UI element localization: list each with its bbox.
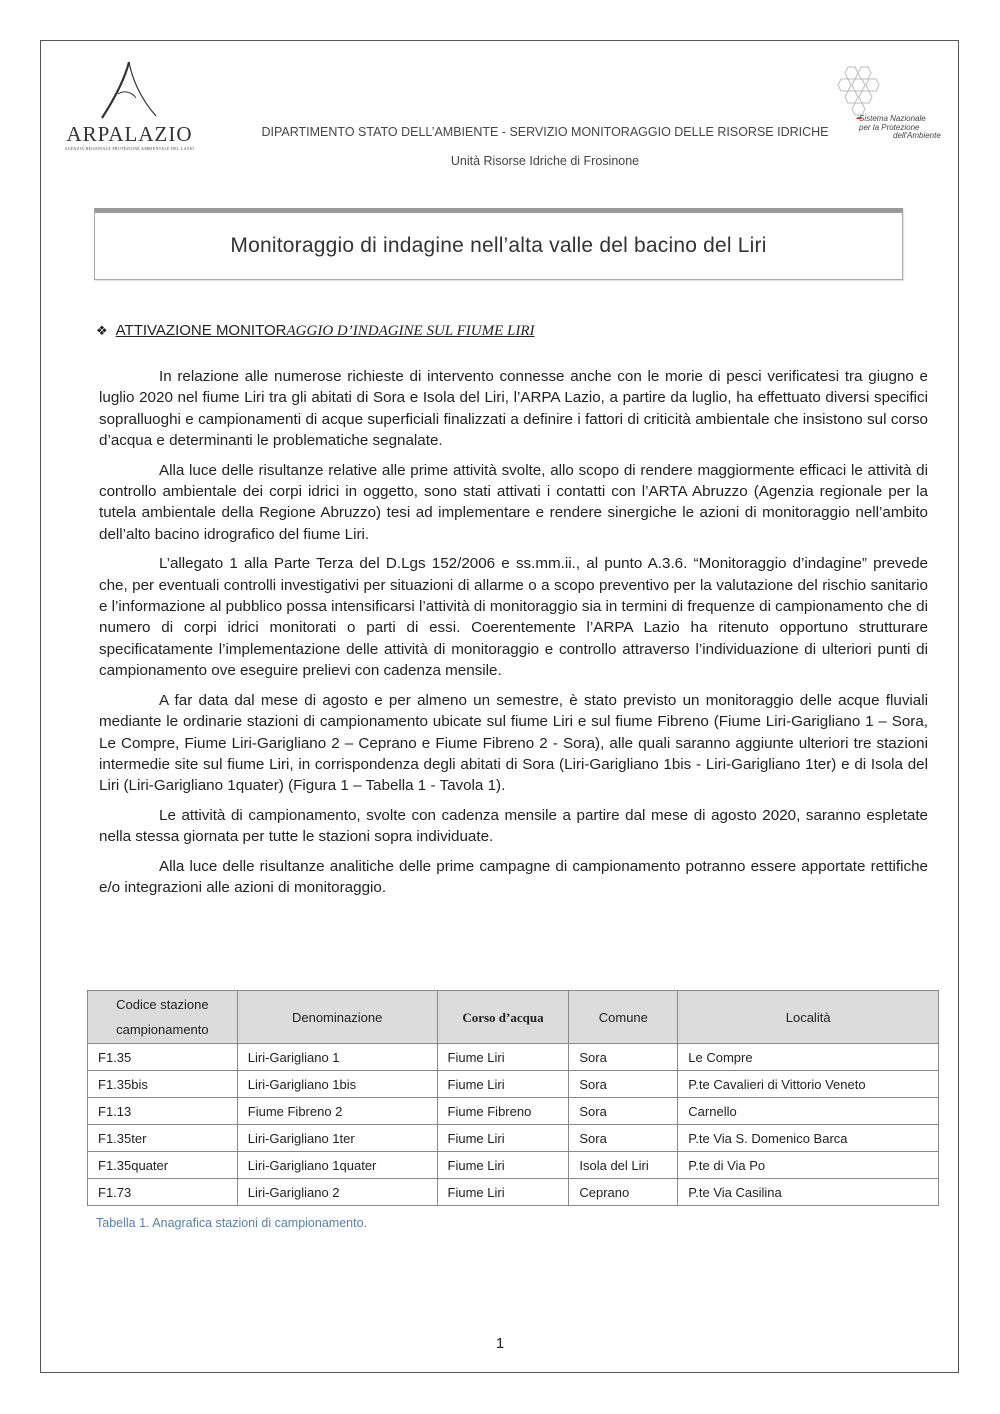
- section-heading-part2: AGGIO D’INDAGINE SUL FIUME LIRI: [286, 323, 535, 339]
- cell-codice: F1.35ter: [88, 1125, 238, 1152]
- arpa-a-mark-icon: [62, 60, 197, 122]
- header-localita: Località: [678, 991, 939, 1044]
- table-caption: Tabella 1. Anagrafica stazioni di campionamento.: [96, 1216, 367, 1230]
- paragraph: Le attività di campionamento, svolte con cadenza mensile a partire dal mese di agosto 2020, saranno espletate nella stessa giornata per tutte le stazioni sopra individuate.: [99, 806, 928, 846]
- snpa-line1: Sistema Nazionale: [859, 114, 926, 123]
- cell-codice: F1.35quater: [88, 1152, 238, 1179]
- table-row: [88, 1044, 939, 1071]
- paragraph: A far data dal mese di agosto e per almeno un semestre, è stato previsto un monitoraggio delle acque fluviali mediante le ordinarie stazioni di campionamento ubicate sul fiume Liri e sul fiume Fibreno (Fiume Liri-Garigliano 1 – Sora, Le Compre, Fiume Liri-Garigliano 2 – Ceprano e Fiume Fibreno 2 - Sora), alle quali saranno aggiunte ulteriori tre stazioni intermedie site sul fiume Liri, in corrispondenza degli abitati di Sora (Liri-Garigliano 1bis - Liri-Garigliano 1ter) e di Isola del Liri (Liri-Garigliano 1quater) (Figura 1 – Tabella 1 - Tavola 1).: [99, 691, 928, 795]
- header-corso-acqua: Corso d’acqua: [437, 991, 569, 1044]
- table-row: [88, 1098, 939, 1125]
- cell-denominazione: Liri-Garigliano 2: [237, 1179, 437, 1206]
- hexagon-network-icon: [833, 64, 893, 119]
- table-header-row: [88, 991, 939, 1044]
- cell-codice: F1.73: [88, 1179, 238, 1206]
- header-comune: Comune: [569, 991, 678, 1044]
- header-denominazione: Denominazione: [237, 991, 437, 1044]
- snpa-line3: dell'Ambiente: [893, 131, 941, 140]
- cell-corso-acqua: Fiume Liri: [437, 1044, 569, 1071]
- title-box: [94, 208, 903, 280]
- cell-denominazione: Fiume Fibreno 2: [237, 1098, 437, 1125]
- page-title: Monitoraggio di indagine nell’alta valle del bacino del Liri: [230, 234, 767, 257]
- cell-denominazione: Liri-Garigliano 1ter: [237, 1125, 437, 1152]
- paragraph: Alla luce delle risultanze analitiche delle prime campagne di campionamento potranno essere apportate rettifiche e/o integrazioni alle azioni di monitoraggio.: [99, 857, 928, 896]
- logo-subtitle: AGENZIA REGIONALE PROTEZIONE AMBIENTALE DEL LAZIO: [64, 146, 195, 151]
- cell-comune: Isola del Liri: [569, 1152, 678, 1179]
- header-codice: Codice stazione campionamento: [88, 991, 238, 1044]
- table-row: [88, 1125, 939, 1152]
- diamond-bullet-icon: ❖: [96, 323, 108, 338]
- cell-comune: Sora: [569, 1044, 678, 1071]
- logo-brand-text: ARPALAZIO: [66, 122, 193, 146]
- cell-comune: Sora: [569, 1098, 678, 1125]
- cell-corso-acqua: Fiume Liri: [437, 1152, 569, 1179]
- arpalazio-logo: [62, 60, 197, 150]
- unit-header: Unità Risorse Idriche di Frosinone: [450, 154, 640, 168]
- section-heading: [96, 322, 535, 340]
- cell-comune: Sora: [569, 1125, 678, 1152]
- cell-localita: P.te Via S. Domenico Barca: [678, 1125, 939, 1152]
- department-header: DIPARTIMENTO STATO DELL’AMBIENTE - SERVIZIO MONITORAGGIO DELLE RISORSE IDRICHE: [261, 125, 829, 139]
- cell-codice: F1.13: [88, 1098, 238, 1125]
- cell-corso-acqua: Fiume Fibreno: [437, 1098, 569, 1125]
- cell-codice: F1.35: [88, 1044, 238, 1071]
- table-row: [88, 1179, 939, 1206]
- paragraph: L’allegato 1 alla Parte Terza del D.Lgs 152/2006 e ss.mm.ii., al punto A.3.6. “Monitoraggio d’indagine” prevede che, per eventuali controlli investigativi per situazioni di allarme o a scopo preventivo per la valutazione del rischio sanitario e l’informazione al pubblico possa intensificarsi l’attività di monitoraggio sia in termini di frequenze di campionamento che di numero di corpi idrici monitorati o parti di essi. Coerentemente l’ARPA Lazio ha ritenuto opportuno strutturare specificatamente l’implementazione delle attività di monitoraggio e controllo attraverso l’individuazione di ulteriori punti di campionamento ove eseguire prelievi con cadenza mensile.: [99, 555, 928, 680]
- body-text: [99, 366, 928, 906]
- page-number: 1: [495, 1335, 505, 1352]
- cell-comune: Sora: [569, 1071, 678, 1098]
- snpa-line2: per la Protezione: [859, 123, 920, 132]
- paragraph: Alla luce delle risultanze relative alle prime attività svolte, allo scopo di rendere maggiormente efficaci le attività di controllo ambientale dei corpi idrici in oggetto, sono stati attivati i contatti con l’ARTA Abruzzo (Agenzia regionale per la tutela ambientale della Regione Abruzzo) tesi ad implementare e rendere sinergiche le azioni di monitoraggio nell’ambito dell’alto bacino idrografico del fiume Liri.: [99, 461, 928, 543]
- cell-corso-acqua: Fiume Liri: [437, 1125, 569, 1152]
- cell-denominazione: Liri-Garigliano 1bis: [237, 1071, 437, 1098]
- cell-denominazione: Liri-Garigliano 1: [237, 1044, 437, 1071]
- cell-codice: F1.35bis: [88, 1071, 238, 1098]
- cell-comune: Ceprano: [569, 1179, 678, 1206]
- section-heading-part1: ATTIVAZIONE MONITOR: [115, 322, 287, 339]
- cell-localita: P.te Via Casilina: [678, 1179, 939, 1206]
- cell-localita: P.te Cavalieri di Vittorio Veneto: [678, 1071, 939, 1098]
- cell-localita: P.te di Via Po: [678, 1152, 939, 1179]
- cell-localita: Le Compre: [678, 1044, 939, 1071]
- table-row: [88, 1152, 939, 1179]
- table-row: [88, 1071, 939, 1098]
- paragraph: In relazione alle numerose richieste di intervento connesse anche con le morie di pesci verificatesi tra giugno e luglio 2020 nel fiume Liri tra gli abitati di Sora e Isola del Liri, l’ARPA Lazio, a partire da luglio, ha effettuato diversi specifici sopralluoghi e campionamenti di acque superficiali finalizzati a definire i fattori di criticità ambientale che insistono sul corso d’acqua e determinanti le problematiche segnalate.: [99, 368, 928, 450]
- cell-localita: Carnello: [678, 1098, 939, 1125]
- cell-corso-acqua: Fiume Liri: [437, 1179, 569, 1206]
- cell-denominazione: Liri-Garigliano 1quater: [237, 1152, 437, 1179]
- stations-table: [87, 990, 939, 1206]
- cell-corso-acqua: Fiume Liri: [437, 1071, 569, 1098]
